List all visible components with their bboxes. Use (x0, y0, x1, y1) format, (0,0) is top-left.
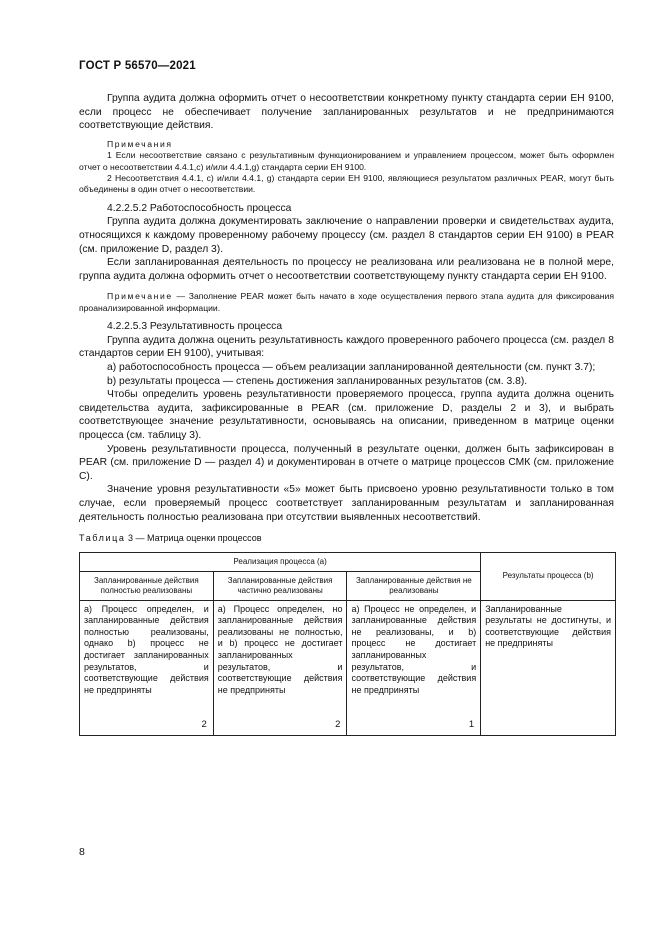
list-item: a) работоспособность процесса — объем реализации запланированной деятельности (см. пункт 3.7); (107, 361, 596, 373)
group-header: Реализация процесса (a) (80, 552, 481, 571)
paragraph: Чтобы определить уровень результативности проверяемого процесса, группа аудита должна оценить свидетельства аудита, зафиксированные в PEAR (см. приложение D, разделы 2 и 3), и выбрать соответствующее значение результативности, основываясь на описании, приведенном в матрице оценки процесса (см. таблицу 3). (79, 389, 614, 441)
section-heading: 4.2.2.5.2 Работоспособность процесса (107, 202, 292, 214)
page-number: 8 (79, 846, 85, 858)
col-header-full: Запланированные действия полностью реализованы (80, 571, 214, 600)
cell-text: Запланированные результаты не достигнуты, и соответствующие действия не предприняты (485, 603, 611, 649)
col-header-partial: Запланированные действия частично реализованы (213, 571, 347, 600)
note-3 (79, 291, 614, 314)
paragraph: Уровень результативности процесса, полученный в результате оценки, должен быть зафиксирован в PEAR (см. приложение D — раздел 4) и документирован в отчете о матрице процессов СМК (см. приложение C). (79, 443, 614, 482)
document-header: ГОСТ Р 56570—2021 (79, 60, 196, 72)
paragraph: Группа аудита должна оценить результативность каждого проверенного рабочего процесса (см. раздел 8 стандартов серии ЕН 9100), учитывая: (79, 334, 614, 360)
col-header-none: Запланированные действия не реализованы (347, 571, 481, 600)
list-item: b) результаты процесса — степень достижения запланированных результатов (см. 3.8). (107, 375, 528, 387)
notes-title: Примечания (107, 138, 173, 149)
table-cell (481, 600, 616, 735)
grade-value: 2 (201, 719, 207, 731)
table-cell (213, 600, 347, 735)
results-header: Результаты процесса (b) (481, 552, 616, 600)
note-text: — Заполнение PEAR может быть начато в ходе осуществления первого этапа аудита для фиксирования проанализированной информации. (79, 291, 614, 313)
process-matrix-table (79, 552, 616, 736)
grade-value: 1 (468, 719, 475, 731)
paragraph: Значение уровня результативности «5» может быть присвоено уровню результативности только в том случае, если проверяемый процесс соответствует запланированным результатам и запланированная деятельность полностью реализована при отсутствии выявленных несоответствий. (79, 484, 614, 523)
table-caption-text: 3 — Матрица оценки процессов (125, 533, 262, 544)
note-1: 1 Если несоответствие связано с результативным функционированием и управлением процессом, может быть оформлен отчет о несоответствии 4.4.1,c) и/или 4.4.1,g) стандарта серии ЕН 9100. (79, 150, 614, 172)
cell-text: a) Процесс определен, и запланированные действия полностью реализованы, однако b) процесс не достигает запланированных результатов, и соответствующие действия не предприняты (84, 603, 209, 695)
table-cell (80, 600, 214, 735)
section-heading: 4.2.2.5.3 Результативность процесса (107, 321, 283, 333)
table-cell (347, 600, 481, 735)
paragraph: Группа аудита должна документировать заключение о направлении проверки и свидетельствах аудита, относящихся к каждому проверенному рабочему процессу (см. раздел 8 стандартов серии ЕН 9100) в PEAR (см. приложение D, раздел 3). (79, 216, 614, 255)
table-caption-label: Таблица (79, 533, 126, 544)
paragraph: Если запланированная деятельность по процессу не реализована или реализована не в полной мере, группа аудита должна оформить отчет о несоответствии соответствующему пункту стандарта серии ЕН 9100. (79, 257, 614, 282)
note-2: 2 Несоответствия 4.4.1, c) и/или 4.4.1, g) стандарта серии ЕН 9100, являющиеся результатом различных PEAR, могут быть объединены в один отчет о несоответствии. (79, 173, 614, 195)
table-row (80, 600, 616, 735)
cell-text: a) Процесс не определен, и запланированные действия не реализованы, и b) процесс не достигает запланированных результатов, и соответствующие действия не предприняты (351, 603, 477, 695)
table-caption (79, 532, 614, 546)
grade-value: 2 (335, 719, 341, 731)
note-label: Примечание (107, 291, 173, 302)
page-content (79, 92, 614, 736)
paragraph: Группа аудита должна оформить отчет о несоответствии конкретному пункту стандарта серии ЕН 9100, если процесс не обеспечивает получение запланированных результатов и не предпринимаются соответствующие действия. (79, 93, 614, 132)
cell-text: a) Процесс определен, но запланированные действия реализованы не полностью, и b) процесс не достигает запланированных результатов, и соответствующие действия не предприняты (217, 603, 343, 695)
